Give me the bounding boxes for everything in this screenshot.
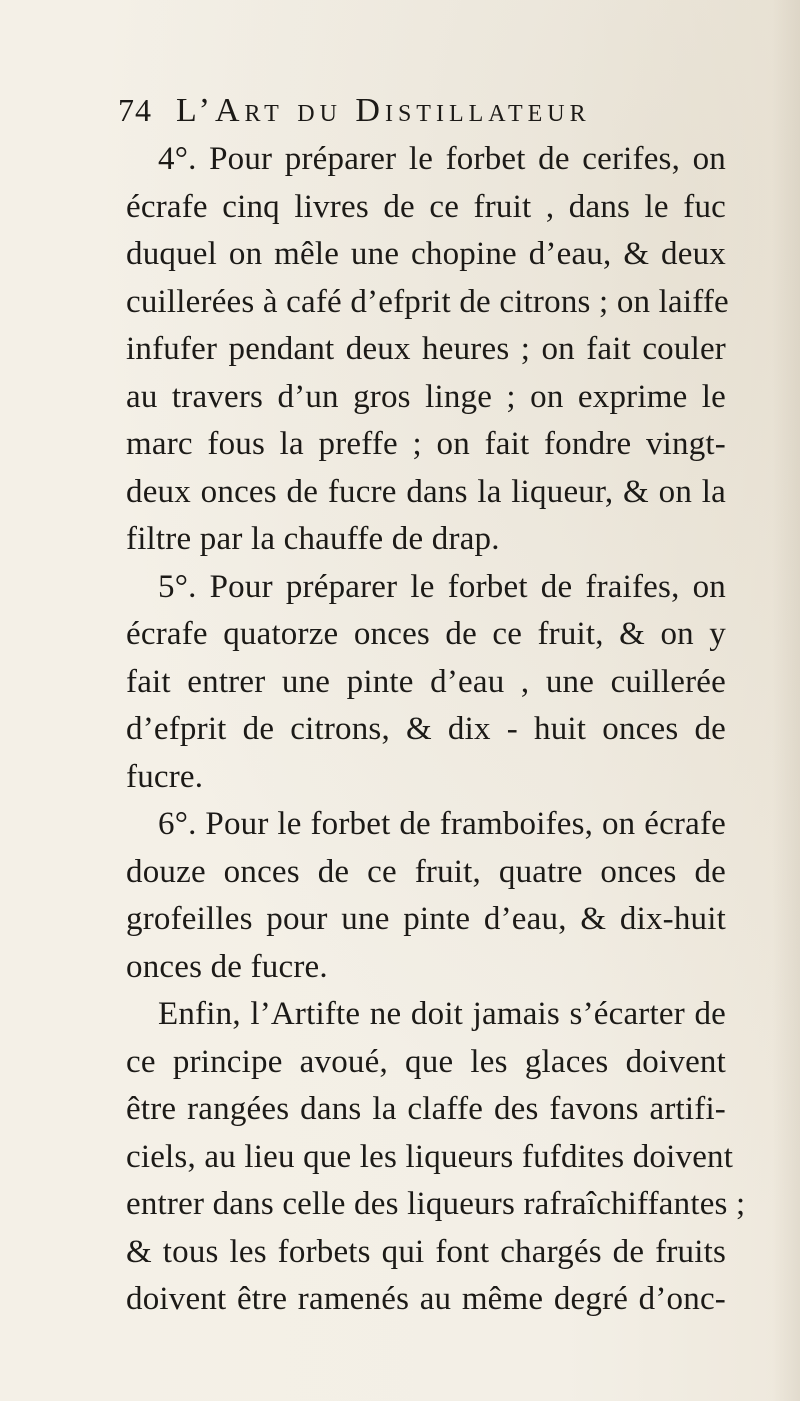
text-line: d’efprit de citrons, & dix - huit onces de [126, 711, 726, 747]
text-line: écrafe quatorze onces de ce fruit, & on y [126, 616, 726, 652]
text-line: cuillerées à café d’efprit de citrons ; on laiffe [126, 283, 729, 320]
text-line: 5°. Pour préparer le forbet de fraifes, on [158, 568, 726, 605]
text-line: entrer dans celle des liqueurs rafraîchiffantes ; [126, 1186, 746, 1222]
paragraph-4 [126, 136, 729, 564]
text-line: ciels, au lieu que les liqueurs fufdites doivent [126, 1138, 734, 1175]
text-line: fait entrer une pinte d’eau , une cuillerée [126, 663, 726, 700]
text-line: fucre. [126, 758, 204, 795]
text-line: doivent être ramenés au même degré d’onc- [126, 1281, 726, 1317]
text-line: grofeilles pour une pinte d’eau, & dix-huit [126, 901, 726, 937]
text-line: deux onces de fucre dans la liqueur, & on la [126, 473, 726, 510]
page-number: 74 [118, 92, 152, 128]
text-line: filtre par la chauffe de drap. [126, 521, 500, 557]
paragraph-6 [126, 801, 726, 991]
text-line: duquel on mêle une chopine d’eau, & deux [126, 236, 726, 272]
text-line: & tous les forbets qui font chargés de fruits [126, 1233, 726, 1270]
text-line: 6°. Pour le forbet de framboifes, on écrafe [158, 806, 726, 842]
body-text [126, 136, 746, 1324]
text-line: onces de fucre. [126, 948, 328, 985]
running-head [118, 88, 718, 132]
text-line: douze onces de ce fruit, quatre onces de [126, 853, 726, 890]
text-line: ce principe avoué, que les glaces doivent [126, 1043, 726, 1080]
text-line: marc fous la preffe ; on fait fondre vingt- [126, 426, 726, 462]
paragraph-enfin [126, 991, 746, 1324]
text-line: écrafe cinq livres de ce fruit , dans le fuc [126, 188, 726, 225]
running-title: L’Art du Distillateur [176, 92, 591, 129]
text-line: infufer pendant deux heures ; on fait couler [126, 331, 726, 367]
paragraph-5 [126, 564, 726, 802]
text-line: être rangées dans la claffe des favons artifi- [126, 1091, 726, 1127]
text-line: 4°. Pour préparer le forbet de cerifes, on [158, 141, 726, 177]
text-line: au travers d’un gros linge ; on exprime le [126, 378, 726, 415]
text-line: Enfin, l’Artifte ne doit jamais s’écarter de [158, 996, 726, 1032]
page-edge-shadow [772, 0, 800, 1401]
